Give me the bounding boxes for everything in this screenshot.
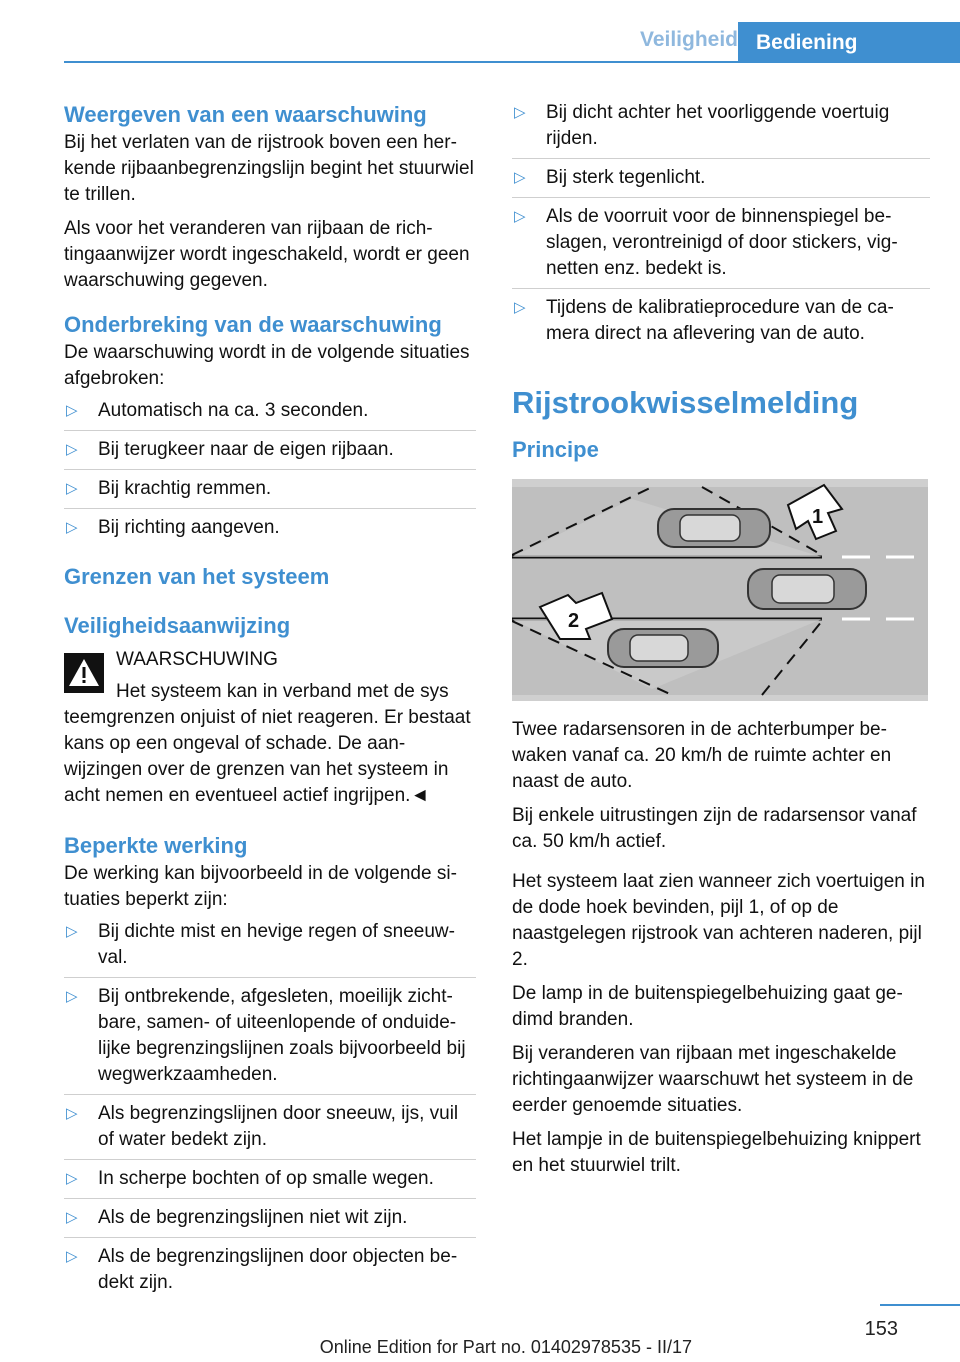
paragraph-uitrustingen: Bij enkele uitrustingen zijn de radarsensor vanaf ca. 50 km/h actief. — [512, 805, 917, 852]
list-item-text: In scherpe bochten of op smalle wegen. — [98, 1168, 434, 1189]
header-rule — [64, 61, 960, 63]
list-item — [64, 984, 476, 1095]
right-column — [512, 100, 930, 1179]
triangle-bullet-icon: ▷ — [66, 988, 78, 1005]
heading-beperkte: Beperkte werking — [64, 833, 248, 858]
section-tab-veiligheid[interactable]: Veiligheid — [639, 28, 738, 51]
triangle-bullet-icon: ▷ — [66, 1105, 78, 1122]
footer-rule — [880, 1304, 960, 1306]
list-item-text: Bij krachtig remmen. — [98, 478, 272, 499]
car-top — [658, 509, 770, 547]
triangle-bullet-icon: ▷ — [514, 208, 526, 225]
list-item-text: Als begrenzingslijnen door sneeuw, ijs, vuil of water bedekt zijn. — [98, 1103, 459, 1150]
triangle-bullet-icon: ▷ — [514, 104, 526, 121]
list-item — [512, 204, 930, 289]
list-item — [64, 919, 476, 978]
arrow-1-label: 1 — [812, 506, 824, 528]
list-item — [64, 1101, 476, 1160]
lane-change-illustration — [512, 479, 928, 701]
triangle-bullet-icon: ▷ — [514, 299, 526, 316]
list-top — [512, 100, 930, 353]
heading-rijstrook: Rijstrookwisselmelding — [512, 385, 859, 420]
car-bottom — [608, 629, 718, 667]
paragraph-dode-hoek: Het systeem laat zien wanneer zich voertuigen in de dode hoek bevinden, pijl 1, of op de naastgelegen rijstrook van achteren naderen, pijl 2. — [512, 871, 925, 970]
list-item-text: Bij ontbrekende, afgesleten, moeilijk zichtbare, samen- of uiteenlopende of onduidelijke begrenzingslijnen zoals bijvoorbeeld bij wegwerkzaamheden. — [98, 986, 466, 1085]
paragraph-weergeven-1: Bij het verlaten van de rijstrook boven een herkende rijbaanbegrenzingslijn begint het stuurwiel te trillen. — [64, 132, 474, 205]
heading-veiligheid: Veiligheidsaanwijzing — [64, 613, 291, 638]
heading-grenzen: Grenzen van het systeem — [64, 564, 330, 589]
page-number: 153 — [864, 1318, 898, 1340]
list-item-text: Bij sterk tegenlicht. — [546, 167, 706, 188]
list-item — [64, 437, 476, 470]
list-item — [64, 1166, 476, 1199]
list-item — [512, 100, 930, 159]
list-item — [64, 515, 476, 547]
warning-triangle-icon — [64, 653, 104, 693]
triangle-bullet-icon: ▷ — [66, 1209, 78, 1226]
triangle-bullet-icon: ▷ — [66, 923, 78, 940]
left-column — [64, 100, 476, 1308]
paragraph-onderbreking: De waarschuwing wordt in de volgende situaties afgebroken: — [64, 342, 470, 389]
triangle-bullet-icon: ▷ — [66, 1170, 78, 1187]
edition-footer: Online Edition for Part no. 01402978535 - II/17 — [319, 1337, 692, 1357]
list-item-text: Als de voorruit voor de binnenspiegel beslagen, verontreinigd of door stickers, vignetten enz. bedekt is. — [546, 206, 898, 279]
paragraph-lampje: Het lampje in de buitenspiegelbehuizing knippert en het stuurwiel trilt. — [512, 1129, 921, 1176]
list-item-text: Bij dicht achter het voorliggende voertuig rijden. — [546, 102, 890, 149]
triangle-bullet-icon: ▷ — [514, 169, 526, 186]
list-item-text: Bij richting aangeven. — [98, 517, 280, 538]
list-item-text: Bij dichte mist en hevige regen of sneeuwval. — [98, 921, 455, 968]
list-onderbreking — [64, 398, 476, 547]
list-item-text: Bij terugkeer naar de eigen rijbaan. — [98, 439, 394, 460]
triangle-bullet-icon: ▷ — [66, 1248, 78, 1265]
triangle-bullet-icon: ▷ — [66, 402, 78, 419]
warning-block — [64, 647, 476, 809]
heading-weergeven: Weergeven van een waarschuwing — [64, 102, 427, 127]
paragraph-richtingaanwijzer: Bij veranderen van rijbaan met ingeschakelde richtingaanwijzer waarschuwt het systeem in de eerder genoemde situaties. — [512, 1043, 914, 1116]
list-item — [64, 476, 476, 509]
list-item-text: Als de begrenzingslijnen door objecten bedekt zijn. — [98, 1246, 458, 1293]
paragraph-beperkte: De werking kan bijvoorbeeld in de volgende situaties beperkt zijn: — [64, 863, 457, 910]
list-beperkte — [64, 919, 476, 1302]
triangle-bullet-icon: ▷ — [66, 519, 78, 536]
list-item — [512, 295, 930, 353]
list-item — [64, 1205, 476, 1238]
list-item-text: Tijdens de kalibratieprocedure van de camera direct na aflevering van de auto. — [546, 297, 894, 344]
list-item-text: Als de begrenzingslijnen niet wit zijn. — [98, 1207, 408, 1228]
car-own — [748, 569, 866, 609]
triangle-bullet-icon: ▷ — [66, 441, 78, 458]
warning-text: teemgrenzen onjuist of niet reageren. Er bestaat kans op een ongeval of schade. De aanwijzingen over de grenzen van het systeem in acht nemen en eventueel actief ingrijpen.◄ — [64, 707, 471, 806]
paragraph-lamp: De lamp in de buitenspiegelbehuizing gaat gedimd branden. — [512, 983, 903, 1030]
heading-onderbreking: Onderbreking van de waarschuwing — [64, 312, 442, 337]
triangle-bullet-icon: ▷ — [66, 480, 78, 497]
section-tab-bediening[interactable] — [738, 22, 960, 62]
arrow-2-label: 2 — [568, 610, 580, 632]
warning-title: WAARSCHUWING — [116, 649, 278, 670]
list-item — [512, 165, 930, 198]
list-item — [64, 1244, 476, 1302]
list-item-text: Automatisch na ca. 3 seconden. — [98, 400, 369, 421]
paragraph-weergeven-2: Als voor het veranderen van rijbaan de richtingaanwijzer wordt ingeschakeld, wordt er geen waarschuwing gegeven. — [64, 218, 470, 291]
list-item — [64, 398, 476, 431]
paragraph-radarsensoren: Twee radarsensoren in de achterbumper bewaken vanaf ca. 20 km/h de ruimte achter en naast de auto. — [512, 719, 892, 792]
warning-text-first: Het systeem kan in verband met de sys — [116, 681, 449, 702]
heading-principe: Principe — [512, 437, 599, 462]
lane-change-figure — [512, 479, 928, 701]
section-tab-bediening-label: Bediening — [756, 31, 858, 54]
